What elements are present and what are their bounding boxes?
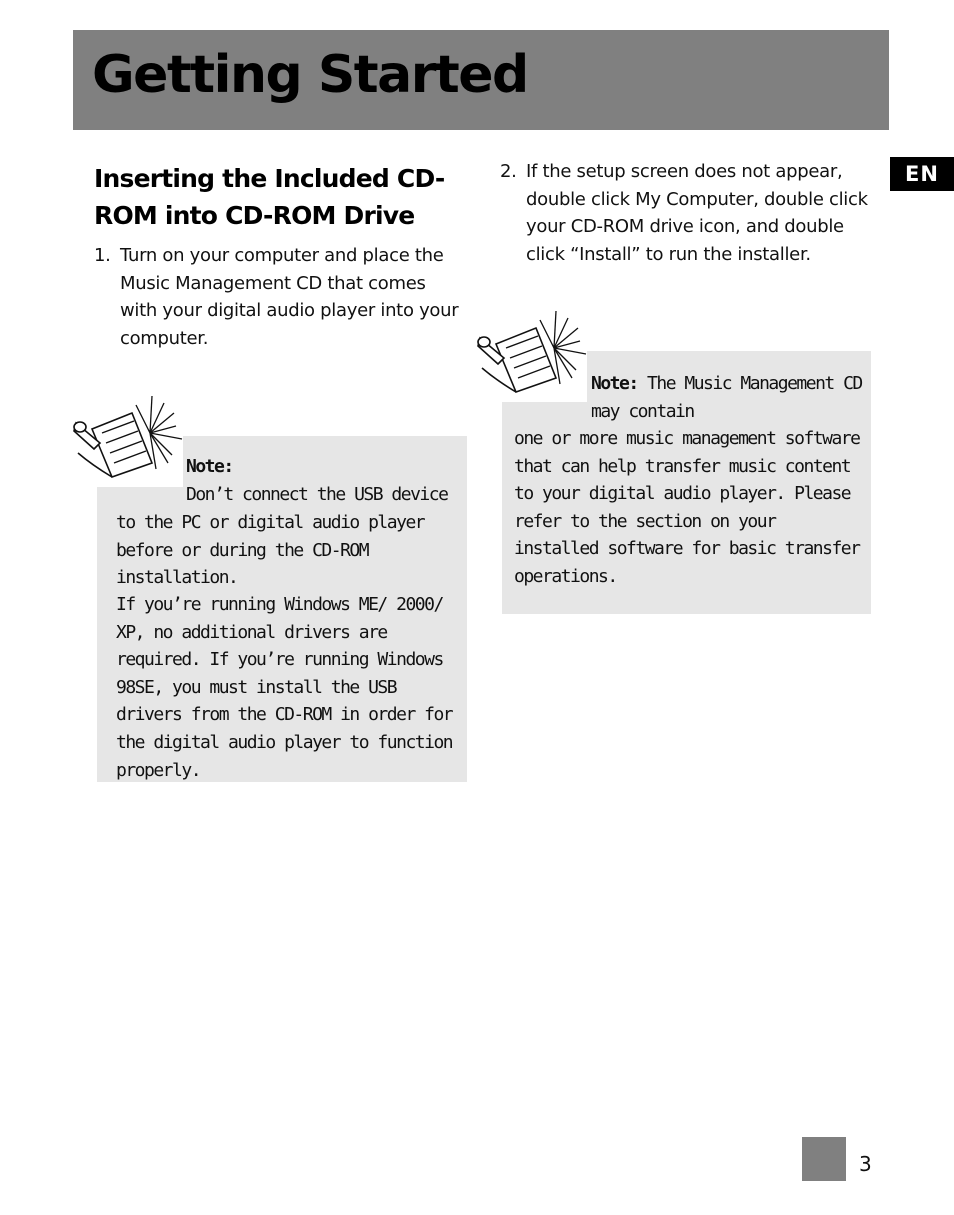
note-text: one or more music management software that can help transfer music content to your digital audio player. Please refer to the section on your installed software for basic transfer operations.	[514, 428, 860, 587]
step-1	[94, 242, 474, 357]
step-number: 2.	[500, 161, 517, 182]
note-text-line: The Music Management CD may contain	[591, 373, 862, 422]
step-text: Turn on your computer and place the Music Management CD that comes with your digital audio player into your computer.	[120, 245, 459, 349]
note-text: If you’re running Windows ME/ 2000/ XP, no additional drivers are required. If you’re running Windows 98SE, you must install the USB drivers from the CD-ROM in order for the digital audio player to function properly.	[116, 594, 453, 781]
note-text-line: Don’t connect the USB device	[186, 484, 448, 505]
note-text: to the PC or digital audio player before or during the CD-ROM installation.	[116, 512, 425, 589]
page-marker	[802, 1137, 846, 1181]
note-label: Note:	[591, 373, 638, 394]
step-number: 1.	[94, 245, 111, 266]
page-title: Getting Started	[92, 45, 528, 105]
note-pen-icon	[476, 308, 590, 398]
page-number: 3	[859, 1152, 872, 1176]
note-pen-icon	[72, 393, 186, 483]
note-label: Note:	[186, 456, 233, 477]
section-heading: Inserting the Included CD-ROM into CD-ROM Drive	[94, 164, 445, 230]
header-band	[73, 30, 889, 130]
step-2	[500, 158, 900, 273]
language-tab: EN	[890, 157, 954, 191]
step-text: If the setup screen does not appear, double click My Computer, double click your CD-ROM drive icon, and double click “Install” to run the installer.	[526, 161, 868, 265]
note-first-lines	[591, 370, 871, 425]
